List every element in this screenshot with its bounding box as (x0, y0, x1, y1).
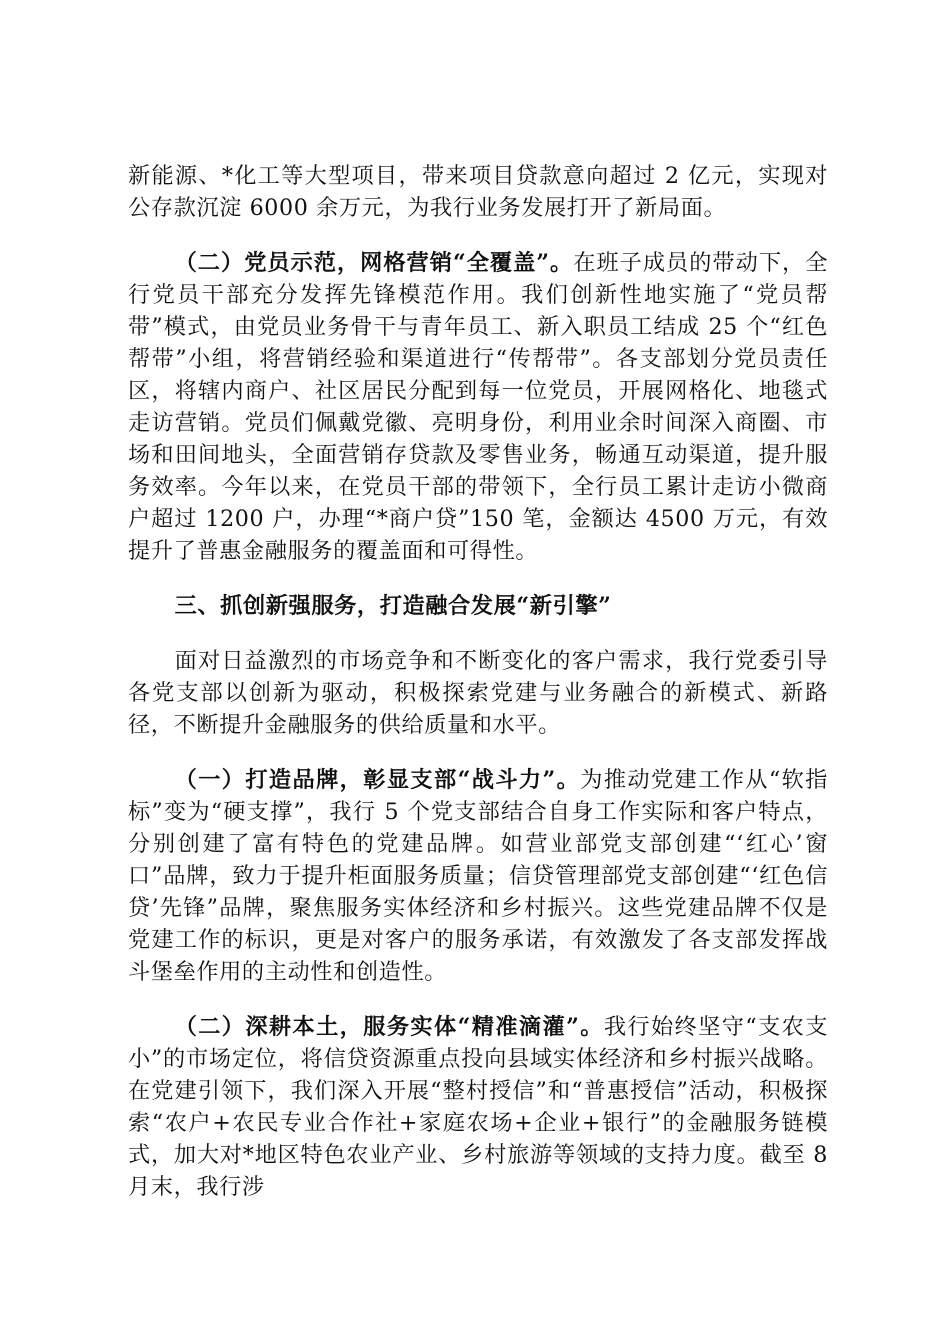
paragraph-text: 为推动党建工作从“软指标”变为“硬支撑”，我行 5 个党支部结合自身工作实际和客户特点，分别创建了富有特色的党建品牌。如营业部党支部创建“‘红心’窗口”品牌，致力于提升柜面服务质量；信贷管理部党支部创建“‘红色信贷’先锋”品牌，聚焦服务实体经济和乡村振兴。这些党建品牌不仅是党建工作的标识，更是对客户的服务承诺，有效激发了各支部发挥战斗堡垒作用的主动性和创造性。 (128, 767, 828, 985)
document-body (128, 160, 828, 1226)
paragraph-brand-building (128, 764, 828, 988)
paragraph-text: 新能源、*化工等大型项目，带来项目贷款意向超过 2 亿元，实现对公存款沉淀 6000 余万元，为我行业务发展打开了新局面。 (128, 163, 828, 221)
paragraph-lead: （一）打造品牌，彰显支部“战斗力”。 (174, 767, 581, 793)
section-heading: 三、抓创新强服务，打造融合发展“新引擎” (174, 593, 612, 619)
paragraph-party-member-demonstration (128, 247, 828, 567)
paragraph-local-service (128, 1011, 828, 1203)
paragraph-text: 面对日益激烈的市场竞争和不断变化的客户需求，我行党委引导各党支部以创新为驱动，积极探索党建与业务融合的新模式、新路径，不断提升金融服务的供给质量和水平。 (128, 648, 828, 738)
paragraph-continuation (128, 160, 828, 224)
paragraph-lead: （二）党员示范，网格营销“全覆盖”。 (174, 250, 574, 276)
paragraph-lead: （二）深耕本土，服务实体“精准滴灌”。 (174, 1014, 604, 1040)
paragraph-section-intro (128, 645, 828, 741)
paragraph-text: 在班子成员的带动下，全行党员干部充分发挥先锋模范作用。我们创新性地实施了“党员帮带”模式，由党员业务骨干与青年员工、新入职员工结成 25 个“红色帮带”小组，将营销经验和渠道进行“传帮带”。各支部划分党员责任区，将辖内商户、社区居民分配到每一位党员，开展网格化、地毯式走访营销。党员们佩戴党徽、亮明身份，利用业余时间深入商圈、市场和田间地头，全面营销存贷款及零售业务，畅通互动渠道，提升服务效率。今年以来，在党员干部的带领下，全行员工累计走访小微商户超过 1200 户，办理“*商户贷”150 笔，金额达 4500 万元，有效提升了普惠金融服务的覆盖面和可得性。 (128, 250, 828, 564)
paragraph-text: 我行始终坚守“支农支小”的市场定位，将信贷资源重点投向县域实体经济和乡村振兴战略。在党建引领下，我们深入开展“整村授信”和“普惠授信”活动，积极探索“农户+农民专业合作社+家庭农场+企业+银行”的金融服务链模式，加大对*地区特色农业产业、乡村旅游等领域的支持力度。截至 8 月末，我行涉 (128, 1014, 828, 1200)
